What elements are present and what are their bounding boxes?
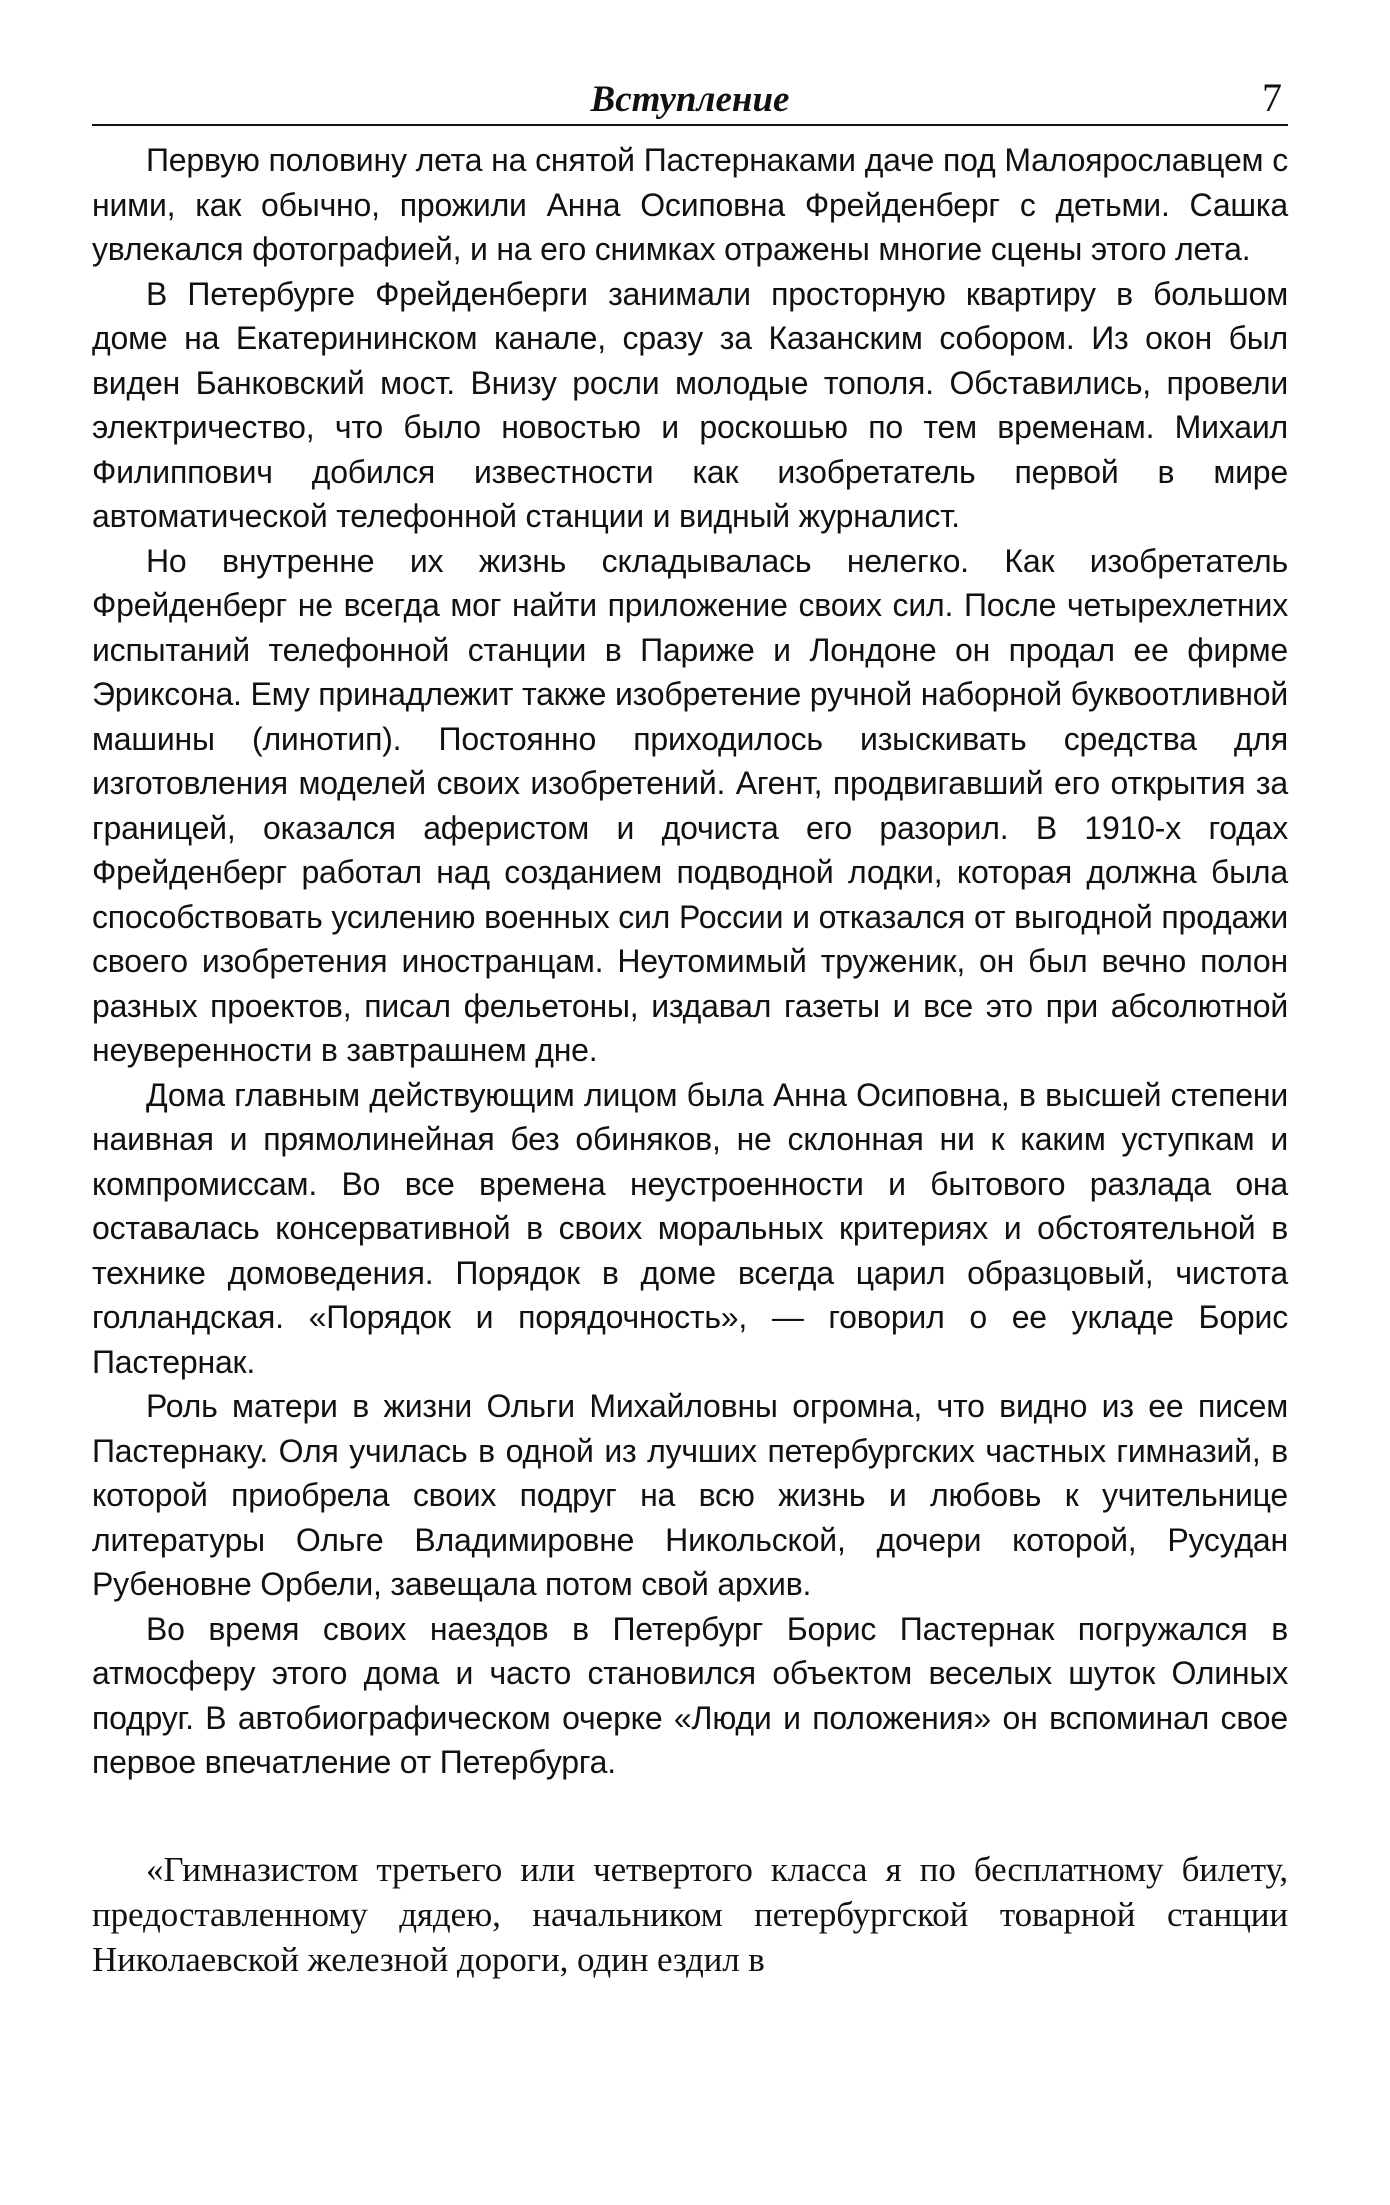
running-header — [92, 58, 1288, 126]
paragraph: Роль матери в жизни Ольги Михайловны огромна, что видно из ее писем Пастернаку. Оля училась в одной из лучших петербургских частных гимназий, в которой приобрела своих подруг на всю жизнь и любовь к учительнице литературы Ольге Владимировне Никольской, дочери которой, Русудан Рубеновне Орбели, завещала потом свой архив. — [92, 1388, 1288, 1602]
paragraph: Дома главным действующим лицом была Анна Осиповна, в высшей степени наивная и прямолинейная без обиняков, не склонная ни к каким уступкам и компромиссам. Во все времена неустроенности и бытового разлада она оставалась консервативной в своих моральных критериях и обстоятельной в технике домоведения. Порядок в доме всегда царил образцовый, чистота голландская. «Порядок и порядочность», — говорил о ее укладе Борис Пастернак. — [92, 1076, 1288, 1380]
paragraph: Но внутренне их жизнь складывалась нелегко. Как изобретатель Фрейденберг не всегда мог найти приложение своих сил. После четырехлетних испытаний телефонной станции в Париже и Лондоне он продал ее фирме Эриксона. Ему принадлежит также изобретение ручной наборной буквоотливной машины (линотип). Постоянно приходилось изыскивать средства для изготовления моделей своих изобретений. Агент, продвигавший его открытия за границей, оказался аферистом и дочиста его разорил. В 1910-х годах Фрейденберг работал над созданием подводной лодки, которая должна была способствовать усилению военных сил России и отказался от выгодной продажи своего изобретения иностранцам. Неутомимый труженик, он был вечно полон разных проектов, писал фельетоны, издавал газеты и все это при абсолютной неуверенности в завтрашнем дне. — [92, 542, 1288, 1068]
page-number: 7 — [1262, 75, 1282, 120]
book-page — [92, 58, 1288, 2178]
paragraph: Во время своих наездов в Петербург Борис Пастернак погружался в атмосферу этого дома и часто становился объектом веселых шуток Олиных подруг. В автобиографическом очерке «Люди и положения» он вспоминал свое первое впечатление от Петербурга. — [92, 1610, 1288, 1780]
quotation-block — [92, 1847, 1288, 1982]
body-text — [92, 138, 1288, 1785]
quotation-paragraph: «Гимназистом третьего или четвертого класса я по бесплатному билету, предоставленному дядею, начальником петербургской товарной станции Николаевской железной дороги, один ездил в — [92, 1849, 1288, 1979]
paragraph: В Петербурге Фрейденберги занимали просторную квартиру в большом доме на Екатерининском канале, сразу за Казанским собором. Из окон был виден Банковский мост. Внизу росли молодые тополя. Обставились, провели электричество, что было новостью и роскошью по тем временам. Михаил Филиппович добился известности как изобретатель первой в мире автоматической телефонной станции и видный журналист. — [92, 275, 1288, 534]
paragraph: Первую половину лета на снятой Пастернаками даче под Малоярославцем с ними, как обычно, прожили Анна Осиповна Фрейденберг с детьми. Сашка увлекался фотографией, и на его снимках отражены многие сцены этого лета. — [92, 142, 1288, 267]
chapter-title: Вступление — [590, 79, 790, 120]
